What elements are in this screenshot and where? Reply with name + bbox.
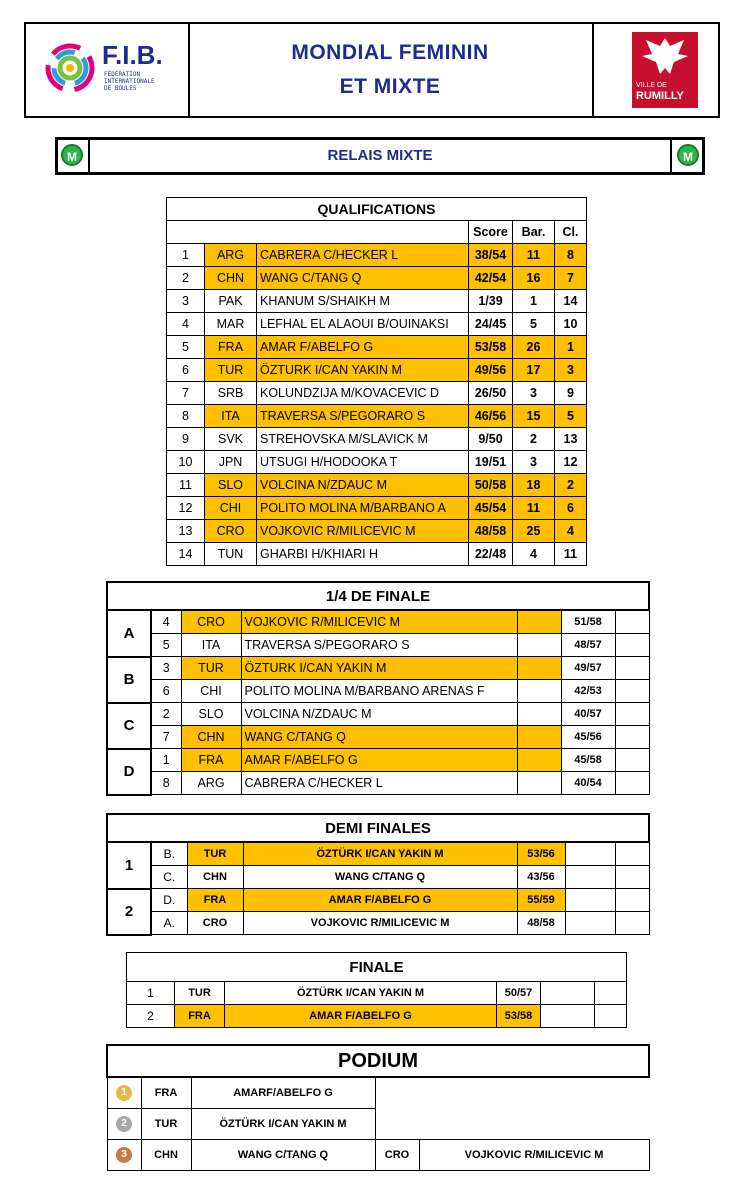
team-name: UTSUGI H/HODOOKA T (257, 451, 469, 474)
team-name: GHARBI H/KHIARI H (257, 543, 469, 566)
score: 49/57 (561, 657, 615, 680)
table-row (107, 772, 649, 795)
bar-value: 26 (513, 336, 555, 359)
qualifications-title: QUALIFICATIONS (167, 198, 587, 221)
country-code: TUR (187, 842, 243, 866)
table-row (107, 866, 649, 889)
team-name: AMAR F/ABELFO G (257, 336, 469, 359)
table-row (107, 634, 649, 657)
blank-cell (517, 772, 561, 795)
table-row (167, 543, 587, 566)
crest-line-1: VILLE DE (636, 82, 667, 89)
score: 43/56 (517, 866, 565, 889)
row-number: 11 (167, 474, 205, 497)
score: 48/58 (469, 520, 513, 543)
blank-cell (615, 634, 649, 657)
fib-logo (26, 24, 190, 116)
blank-cell (615, 866, 649, 889)
row-number: 12 (167, 497, 205, 520)
table-row (107, 912, 649, 935)
country-code: FRA (141, 1077, 191, 1109)
classement: 7 (555, 267, 587, 290)
quarter-final-table (106, 581, 650, 796)
blank-cell (615, 772, 649, 795)
group-letter: B (107, 657, 151, 703)
country-code: TUR (141, 1109, 191, 1140)
seed-number: 6 (151, 680, 181, 703)
team-name: VOJKOVIC R/MILICEVIC M (419, 1140, 649, 1171)
score: 22/48 (469, 543, 513, 566)
score: 48/58 (517, 912, 565, 935)
classement: 2 (555, 474, 587, 497)
score: 40/54 (561, 772, 615, 795)
team-name: VOLCINA N/ZDAUC M (257, 474, 469, 497)
classement: 12 (555, 451, 587, 474)
seed-letter: D. (151, 889, 187, 912)
medal-cell (107, 1140, 141, 1171)
bar-value: 3 (513, 451, 555, 474)
row-number: 7 (167, 382, 205, 405)
team-name: CABRERA C/HECKER L (241, 772, 517, 795)
blank-cell (375, 1109, 649, 1140)
team-name: ÖZTURK I/CAN YAKIN M (241, 657, 517, 680)
country-code: CRO (205, 520, 257, 543)
score: 50/58 (469, 474, 513, 497)
crest-shield (632, 32, 698, 108)
table-row (167, 359, 587, 382)
row-number: 14 (167, 543, 205, 566)
blank-cell (517, 680, 561, 703)
row-number: 13 (167, 520, 205, 543)
country-code: TUR (175, 982, 225, 1005)
semi-final-table (106, 813, 650, 936)
row-number: 10 (167, 451, 205, 474)
team-name: KHANUM S/SHAIKH M (257, 290, 469, 313)
team-name: WANG C/TANG Q (243, 866, 517, 889)
country-code: FRA (181, 749, 241, 772)
table-row (127, 982, 627, 1005)
classement: 9 (555, 382, 587, 405)
table-row (167, 451, 587, 474)
country-code: ITA (181, 634, 241, 657)
country-code: SRB (205, 382, 257, 405)
bar-value: 2 (513, 428, 555, 451)
table-row (107, 680, 649, 703)
seed-number: 4 (151, 610, 181, 634)
blank-cell (615, 657, 649, 680)
score: 42/53 (561, 680, 615, 703)
score: 45/58 (561, 749, 615, 772)
crest-line-2: RUMILLY (636, 90, 684, 102)
team-name: LEFHAL EL ALAOUI B/OUINAKSI (257, 313, 469, 336)
table-row (107, 657, 649, 680)
blank-cell (615, 680, 649, 703)
country-code: CRO (187, 912, 243, 935)
group-number: 2 (107, 889, 151, 935)
blank-cell (517, 726, 561, 749)
podium-row (107, 1109, 649, 1140)
table-row (127, 1005, 627, 1028)
row-number: 2 (167, 267, 205, 290)
blank-cell (615, 912, 649, 935)
team-name: VOLCINA N/ZDAUC M (241, 703, 517, 726)
score: 51/58 (561, 610, 615, 634)
blank-cell (565, 866, 615, 889)
final-table (126, 952, 627, 1028)
logo-sub-line: DE BOULES (104, 85, 137, 92)
logo-sub-line: INTERNATIONALE (104, 78, 155, 85)
team-name: AMARF/ABELFO G (191, 1077, 375, 1109)
blank-cell (565, 842, 615, 866)
team-name: KOLUNDZIJA M/KOVACEVIC D (257, 382, 469, 405)
m-badge-icon: M (677, 144, 699, 166)
seed-number: 5 (151, 634, 181, 657)
team-name: STREHOVSKA M/SLAVICK M (257, 428, 469, 451)
table-row (167, 313, 587, 336)
logo-sub-line: FÉDÉRATION (104, 71, 141, 78)
blank-cell (565, 889, 615, 912)
table-row (107, 610, 649, 634)
podium-title: PODIUM (107, 1045, 649, 1077)
table-row (167, 267, 587, 290)
country-code: JPN (205, 451, 257, 474)
bar-value: 16 (513, 267, 555, 290)
table-row (167, 497, 587, 520)
table-row (107, 889, 649, 912)
medal-icon: 1 (116, 1085, 132, 1101)
classement: 10 (555, 313, 587, 336)
blank-cell (595, 982, 627, 1005)
team-name: POLITO MOLINA M/BARBANO ARENAS F (241, 680, 517, 703)
classement: 14 (555, 290, 587, 313)
country-code: SVK (205, 428, 257, 451)
final-title: FINALE (127, 953, 627, 982)
score: 45/56 (561, 726, 615, 749)
podium-row (107, 1140, 649, 1171)
team-name: POLITO MOLINA M/BARBANO A (257, 497, 469, 520)
country-code: CHN (141, 1140, 191, 1171)
table-row (107, 703, 649, 726)
score: 53/58 (497, 1005, 541, 1028)
blank-cell (541, 982, 595, 1005)
table-row (167, 520, 587, 543)
bar-value: 5 (513, 313, 555, 336)
team-name: ÖZTURK I/CAN YAKIN M (257, 359, 469, 382)
classement: 4 (555, 520, 587, 543)
bar-value: 17 (513, 359, 555, 382)
medal-cell (107, 1077, 141, 1109)
row-number: 6 (167, 359, 205, 382)
country-code: TUR (181, 657, 241, 680)
country-code: ARG (205, 244, 257, 267)
country-code: ARG (181, 772, 241, 795)
table-row (107, 749, 649, 772)
table-row (167, 405, 587, 428)
blank-cell (517, 749, 561, 772)
country-code: FRA (205, 336, 257, 359)
country-code: FRA (187, 889, 243, 912)
team-name: WANG C/TANG Q (241, 726, 517, 749)
score: 42/54 (469, 267, 513, 290)
table-row (167, 244, 587, 267)
medal-icon: 2 (116, 1116, 132, 1132)
banner-title: RELAIS MIXTE (88, 140, 672, 172)
table-row (107, 726, 649, 749)
row-number: 1 (127, 982, 175, 1005)
team-name: AMAR F/ABELFO G (241, 749, 517, 772)
seed-number: 2 (151, 703, 181, 726)
blank-cell (615, 703, 649, 726)
classement: 13 (555, 428, 587, 451)
logo-main-text: F.I.B. (102, 40, 163, 70)
team-name: ÖZTÜRK I/CAN YAKIN M (191, 1109, 375, 1140)
m-badge-icon: M (61, 144, 83, 166)
table-row (167, 336, 587, 359)
logo-subtitle (104, 71, 155, 92)
country-code: MAR (205, 313, 257, 336)
table-row (107, 842, 649, 866)
country-code: CRO (375, 1140, 419, 1171)
country-code: CHI (181, 680, 241, 703)
title-line-1: MONDIAL FEMININ (291, 41, 489, 64)
bar-header: Bar. (513, 221, 555, 244)
team-name: ÖZTÜRK I/CAN YAKIN M (243, 842, 517, 866)
classement: 1 (555, 336, 587, 359)
bar-value: 15 (513, 405, 555, 428)
team-name: WANG C/TANG Q (257, 267, 469, 290)
table-row (167, 474, 587, 497)
team-name: VOJKOVIC R/MILICEVIC M (243, 912, 517, 935)
blank-cell (517, 703, 561, 726)
team-name: AMAR F/ABELFO G (225, 1005, 497, 1028)
group-letter: A (107, 610, 151, 657)
blank-cell (615, 749, 649, 772)
table-row (167, 428, 587, 451)
blank-cell (615, 889, 649, 912)
row-number: 8 (167, 405, 205, 428)
seed-letter: B. (151, 842, 187, 866)
row-number: 9 (167, 428, 205, 451)
score: 24/45 (469, 313, 513, 336)
country-code: ITA (205, 405, 257, 428)
blank-cell (517, 657, 561, 680)
classement: 8 (555, 244, 587, 267)
team-name: TRAVERSA S/PEGORARO S (241, 634, 517, 657)
row-number: 4 (167, 313, 205, 336)
row-number: 2 (127, 1005, 175, 1028)
country-code: CHI (205, 497, 257, 520)
seed-number: 1 (151, 749, 181, 772)
score: 50/57 (497, 982, 541, 1005)
group-letter: C (107, 703, 151, 749)
bar-value: 11 (513, 244, 555, 267)
team-name: WANG C/TANG Q (191, 1140, 375, 1171)
score: 53/56 (517, 842, 565, 866)
seed-letter: A. (151, 912, 187, 935)
country-code: PAK (205, 290, 257, 313)
quarter-title: 1/4 DE FINALE (107, 582, 649, 610)
team-name: TRAVERSA S/PEGORARO S (257, 405, 469, 428)
bar-value: 25 (513, 520, 555, 543)
blank-cell (615, 842, 649, 866)
classement: 5 (555, 405, 587, 428)
blank-cell (565, 912, 615, 935)
medal-cell (107, 1109, 141, 1140)
classement: 6 (555, 497, 587, 520)
seed-letter: C. (151, 866, 187, 889)
blank-cell (615, 610, 649, 634)
country-code: FRA (175, 1005, 225, 1028)
country-code: CRO (181, 610, 241, 634)
country-code: SLO (205, 474, 257, 497)
score: 26/50 (469, 382, 513, 405)
table-row (167, 290, 587, 313)
podium-table (106, 1044, 650, 1171)
bar-value: 1 (513, 290, 555, 313)
bar-value: 18 (513, 474, 555, 497)
semi-title: DEMI FINALES (107, 814, 649, 842)
row-number: 5 (167, 336, 205, 359)
score: 48/57 (561, 634, 615, 657)
country-code: CHN (181, 726, 241, 749)
blank-cell (615, 726, 649, 749)
score: 55/59 (517, 889, 565, 912)
cl-header: Cl. (555, 221, 587, 244)
blank-cell (541, 1005, 595, 1028)
team-name: VOJKOVIC R/MILICEVIC M (241, 610, 517, 634)
group-letter: D (107, 749, 151, 795)
score: 19/51 (469, 451, 513, 474)
page-header (24, 22, 720, 118)
team-name: VOJKOVIC R/MILICEVIC M (257, 520, 469, 543)
score: 40/57 (561, 703, 615, 726)
bar-value: 11 (513, 497, 555, 520)
team-name: CABRERA C/HECKER L (257, 244, 469, 267)
score: 53/58 (469, 336, 513, 359)
classement: 3 (555, 359, 587, 382)
country-code: TUN (205, 543, 257, 566)
score: 46/56 (469, 405, 513, 428)
row-number: 3 (167, 290, 205, 313)
qualifications-table (166, 197, 587, 566)
title-line-2: ET MIXTE (339, 75, 441, 98)
row-number: 1 (167, 244, 205, 267)
score-header: Score (469, 221, 513, 244)
score: 49/56 (469, 359, 513, 382)
podium-row (107, 1077, 649, 1109)
bar-value: 3 (513, 382, 555, 405)
page-title (188, 24, 594, 116)
country-code: CHN (205, 267, 257, 290)
medal-icon: 3 (116, 1147, 132, 1163)
group-number: 1 (107, 842, 151, 889)
blank-cell (375, 1077, 649, 1109)
blank-cell (517, 610, 561, 634)
eagle-icon (632, 32, 698, 80)
country-code: SLO (181, 703, 241, 726)
seed-number: 8 (151, 772, 181, 795)
score: 38/54 (469, 244, 513, 267)
team-name: ÖZTÜRK I/CAN YAKIN M (225, 982, 497, 1005)
blank-header-cell (167, 221, 469, 244)
blank-cell (595, 1005, 627, 1028)
rumilly-crest (594, 24, 718, 116)
score: 45/54 (469, 497, 513, 520)
score: 9/50 (469, 428, 513, 451)
bar-value: 4 (513, 543, 555, 566)
seed-number: 7 (151, 726, 181, 749)
score: 1/39 (469, 290, 513, 313)
seed-number: 3 (151, 657, 181, 680)
section-banner (55, 137, 705, 175)
blank-cell (517, 634, 561, 657)
country-code: CHN (187, 866, 243, 889)
table-row (167, 382, 587, 405)
team-name: AMAR F/ABELFO G (243, 889, 517, 912)
country-code: TUR (205, 359, 257, 382)
classement: 11 (555, 543, 587, 566)
